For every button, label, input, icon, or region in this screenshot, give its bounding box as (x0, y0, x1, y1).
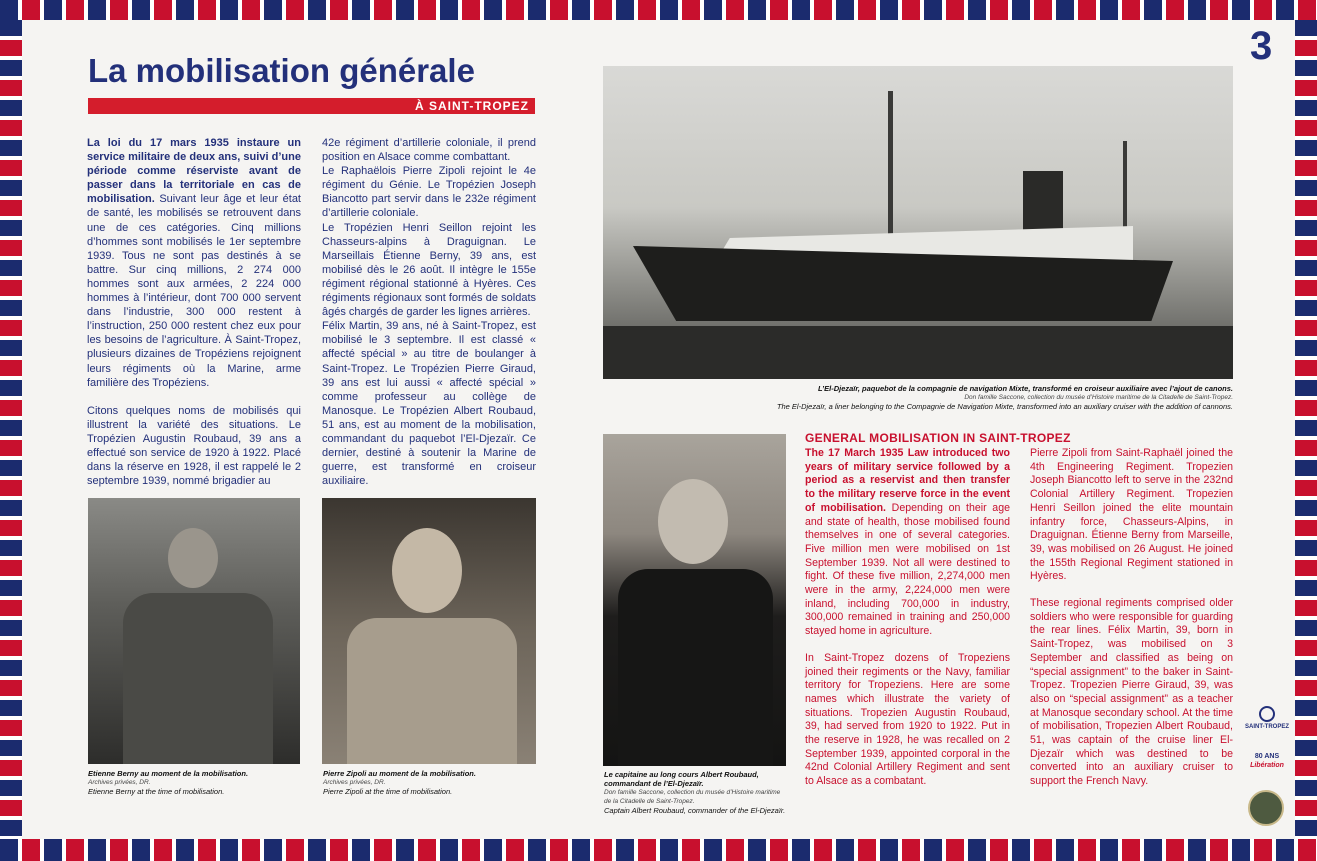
french-intro-bold: La loi du 17 mars 1935 instaure un service militaire de deux ans, suivi d’une période comme réserviste avant de passer dans la territoriale en cas de mobilisation. (87, 137, 301, 206)
french-intro-paragraph (87, 136, 301, 390)
portrait-body (618, 569, 773, 766)
caption-fr: Etienne Berny au moment de la mobilisation. (88, 769, 249, 778)
caption-en: Pierre Zipoli at the time of mobilisation. (323, 787, 453, 796)
subtitle-banner (88, 98, 535, 114)
english-paragraph: These regional regiments comprised older soldiers who were responsible for guarding the rear lines. Félix Martin, 39, born in Saint-Tropez, was mobilised on 3 September and classified as being on “special assignment” to the baker in Saint-Tropez. Tropezien Pierre Giraud, 39, was also on “special assignment” as a teacher at Manosque secondary school. At the time of mobilisation, Tropezien Albert Roubaud, 51, was captain of the cruise liner El-Djezaïr which was destined to be converted into an auxiliary cruiser to support the French Navy. (1030, 597, 1233, 788)
portrait-body (123, 593, 273, 764)
ship-caption (603, 384, 1233, 411)
caption-credit: Archives privées, DR. (88, 779, 151, 786)
anniversary-logo-line1: 80 ANS (1254, 753, 1280, 760)
french-intro-rest: Suivant leur âge et leur état de santé, les mobilisés se retrouvent dans une de ces catégories. Cinq millions d’hommes sont mobilisés le 1er septembre 1939. Tous ne sont pas destinés à se battre. Sur cinq millions, 2 274 000 hommes sont aux armées, 2 224 000 hommes à l’intérieur, dont 700 000 servent dans l’industrie, 300 000 restent à l’instruction, 250 000 restent chez eux pour les besoins de l’agriculture. À Saint-Tropez, plusieurs dizaines de Tropéziens rejoignent leurs régiments où la Marine, arme familière des Tropéziens. (87, 193, 301, 389)
english-section-title: GENERAL MOBILISATION IN SAINT-TROPEZ (805, 431, 1071, 445)
saint-tropez-emblem-icon (1259, 706, 1275, 722)
anniversary-logo (1244, 752, 1290, 786)
photo-caption (604, 770, 787, 815)
caption-credit: Archives privées, DR. (323, 779, 386, 786)
flag-border-left (0, 20, 22, 839)
french-paragraph: Le Tropézien Henri Seillon rejoint les Chasseurs-alpins à Draguignan. Le Marseillais Étienne Berny, 39 ans, est mobilisé dès le 26 août. Il intègre le 155e régiment régional stationné à Hyères. Ces régiments régionaux sont formés de soldats âgés chargés de garder les lignes arrières. (322, 221, 536, 319)
english-intro-bold: The 17 March 1935 Law introduced two years of military service followed by a period as a reservist and then transfer to the military reserve force in the event of mobilisation. (805, 447, 1010, 514)
ship-caption-credit: Don famille Saccone, collection du musée d’Histoire maritime de la Citadelle de Saint-Tropez. (964, 394, 1233, 401)
ship-caption-fr: L’El-Djezaïr, paquebot de la compagnie de navigation Mixte, transformé en croiseur auxiliaire avec l’ajout de canons. (818, 384, 1233, 393)
saint-tropez-logo (1245, 706, 1289, 730)
english-column-2 (1030, 447, 1233, 789)
page-title: La mobilisation générale (88, 52, 475, 89)
portrait-albert-roubaud (603, 434, 786, 766)
french-paragraph: Citons quelques noms de mobilisés qui illustrent la variété des situations. Le Tropézien Augustin Roubaud, 39 ans a effectué son service de 1920 à 1922. Placé dans la réserve en 1928, il est rappelé le 2 septembre 1939, nommé brigadier au (87, 404, 301, 488)
french-column-2 (322, 136, 536, 488)
portrait-head (392, 528, 462, 613)
french-paragraph: 42e régiment d’artillerie coloniale, il prend position en Alsace comme combattant. (322, 137, 536, 164)
flag-border-top (0, 0, 1317, 20)
english-paragraph: Pierre Zipoli from Saint-Raphaël joined the 4th Engineering Regiment. Tropezien Joseph Biancotto left to serve in the 232nd Colonial Artillery Regiment. Tropezien Henri Seillon joined the elite mountain infantry force, Chasseurs-Alpins, in Draguignan. Étienne Berny from Marseille, 39, was mobilised on 26 August. He joined the 155th Regional Regiment stationed in Hyères. (1030, 447, 1233, 583)
ship-caption-en: The El-Djezaïr, a liner belonging to the Compagnie de Navigation Mixte, transformed into an auxiliary cruiser with the addition of cannons. (776, 402, 1233, 411)
caption-fr: Pierre Zipoli au moment de la mobilisation. (323, 769, 476, 778)
portrait-head (658, 479, 728, 564)
anniversary-logo-line2: Libération (1250, 762, 1284, 769)
saint-tropez-logo-text: SAINT-TROPEZ (1245, 724, 1290, 730)
portrait-etienne-berny (88, 498, 300, 764)
ship-mast (888, 91, 893, 241)
portrait-body (347, 618, 517, 764)
english-column-1 (805, 447, 1010, 789)
french-paragraph: Le Raphaëlois Pierre Zipoli rejoint le 4e régiment du Génie. Le Tropézien Joseph Biancotto part servir dans le 232e régiment d’artillerie coloniale. (322, 165, 536, 220)
photo-caption (323, 769, 537, 796)
page-number: 3 (1250, 24, 1273, 68)
portrait-head (168, 528, 218, 588)
french-column-1 (87, 136, 301, 488)
caption-fr: Le capitaine au long cours Albert Roubaud, commandant de l’El-Djezaïr. (604, 770, 759, 788)
museum-seal-icon (1248, 790, 1284, 826)
ship-photo (603, 66, 1233, 379)
caption-en: Etienne Berny at the time of mobilisation. (88, 787, 225, 796)
english-intro-paragraph (805, 447, 1010, 639)
photo-caption (88, 769, 300, 796)
caption-en: Captain Albert Roubaud, commander of the El-Djezaïr. (604, 806, 786, 815)
french-paragraph: Félix Martin, 39 ans, né à Saint-Tropez, est mobilisé le 3 septembre. Il est classé « affecté spécial » au titre de boulanger à Saint-Tropez. Le Tropézien Pierre Giraud, 39 ans est lui aussi « affecté spécial » comme professeur au collège de Manosque. Le Tropézien Albert Roubaud, 51 ans, est au moment de la mobilisation, commandant du paquebot l’El-Djezaïr. Ce dernier, destiné à soutenir la Marine de guerre, est transformé en croiseur auxiliaire. (322, 320, 536, 488)
subtitle: À SAINT-TROPEZ (414, 99, 529, 113)
portrait-pierre-zipoli (322, 498, 536, 764)
flag-border-bottom (0, 839, 1317, 861)
english-intro-rest: Depending on their age and state of health, those mobilised found themselves in one of several categories. Five million men were mobilised on 1st September 1939. Not all were destined to fight. Of these five million, 2,274,000 men were in the army, 2,224,000 men were inland, including 700,000 in industry, 300,000 remained in training and 250,000 stayed home in agriculture. (805, 501, 1010, 638)
flag-border-right (1295, 20, 1317, 839)
caption-credit: Don famille Saccone, collection du musée d’Histoire maritime de la Citadelle de Saint-Tropez. (604, 789, 781, 805)
harbour-water (603, 326, 1233, 379)
english-paragraph: In Saint-Tropez dozens of Tropeziens joined their regiments or the Navy, familiar territory for Tropeziens. Here are some names which illustrate the variety of situations. Tropezien Augustin Roubaud, 39, had served from 1920 to 1922. Put in the reserve in 1928, he was recalled on 2 September 1939, appointed corporal in the 42nd Colonial Artillery Regiment and sent to Alsace as a combatant. (805, 651, 1010, 788)
